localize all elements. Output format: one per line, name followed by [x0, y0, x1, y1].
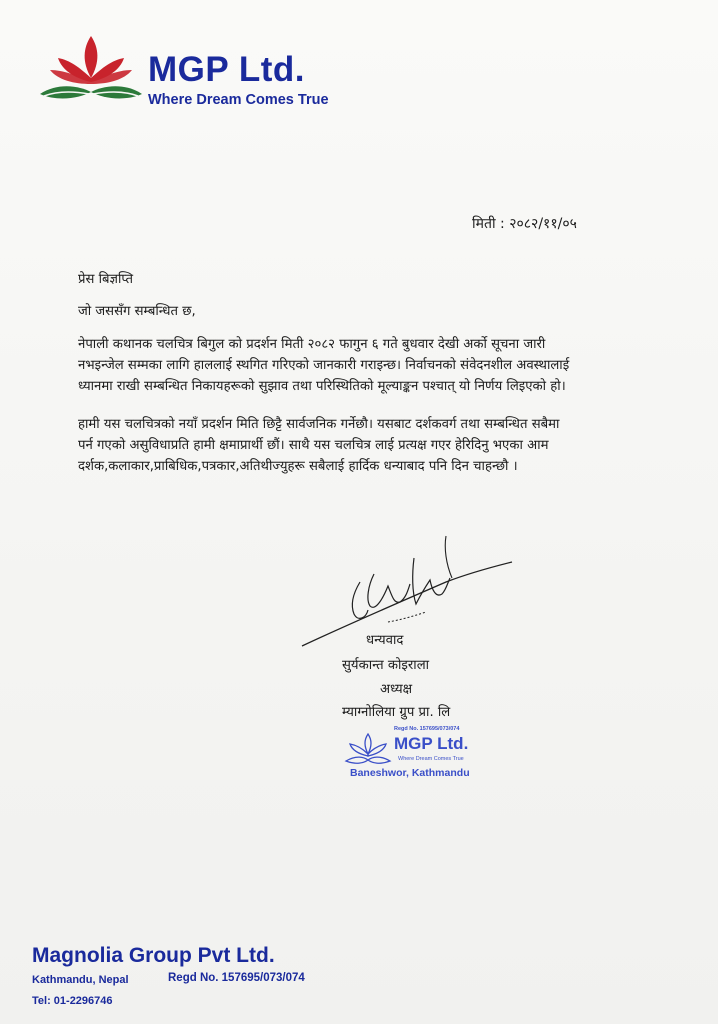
paragraph-line: ध्यानमा राखी सम्बन्धित निकायहरूको सुझाव तथा परिस्थितिको मूल्याङ्कन पश्चात् यो निर्णय लिइएको हो। [78, 379, 566, 394]
paragraph-line: दर्शक,कलाकार,प्राबिधिक,पत्रकार,अतिथीज्युहरू सबैलाई हार्दिक धन्याबाद पनि दिन चाहन्छौ । [78, 459, 518, 474]
stamp-lotus-icon [344, 732, 392, 766]
paragraph-line: नेपाली कथानक चलचित्र बिगुल को प्रदर्शन मिती २०८२ फागुन ६ गते बुधवार देखी अर्को सूचना जारी [78, 337, 546, 352]
footer-company-name: Magnolia Group Pvt Ltd. [32, 944, 275, 967]
stamp-company-name: MGP Ltd. [394, 734, 469, 753]
stamp-tagline: Where Dream Comes True [398, 756, 464, 762]
stamp-address: Baneshwor, Kathmandu [350, 767, 470, 779]
signatory-name: सुर्यकान्त कोइराला [342, 658, 430, 673]
stamp-regd-number: Regd No. 157695/073/074 [394, 726, 460, 732]
paragraph-2 [78, 414, 678, 477]
closing-thanks: धन्यवाद [366, 633, 404, 648]
brand-tagline: Where Dream Comes True [148, 92, 329, 108]
paragraph-line: हामी यस चलचित्रको नयाँ प्रदर्शन मिति छिट्टै सार्वजनिक गर्नेछौ। यसबाट दर्शकवर्ग तथा सम्बन्धित सबैमा [78, 417, 560, 432]
footer-telephone: Tel: 01-2296746 [32, 995, 113, 1007]
company-stamp [336, 726, 486, 790]
footer-address: Kathmandu, Nepal [32, 974, 129, 986]
signature [296, 534, 516, 654]
signatory-designation: अध्यक्ष [380, 682, 413, 697]
paragraph-line: नभइन्जेल सम्मका लागि हाललाई स्थगित गरिएको जानकारी गराइन्छ। निर्वाचनको संवेदनशील अवस्थालाई [78, 358, 570, 373]
paragraph-1 [78, 334, 678, 397]
signatory-organization: म्याग्नोलिया ग्रुप प्रा. लि [342, 705, 451, 720]
press-release-title: प्रेस बिज्ञप्ति [78, 272, 134, 287]
brand-name: MGP Ltd. [148, 50, 305, 89]
salutation: जो जससँग सम्बन्धित छ, [78, 304, 196, 319]
lotus-logo-icon [36, 32, 146, 107]
paragraph-line: पर्न गएको असुविधाप्रति हामी क्षमाप्रार्थी छौं। साथै यस चलचित्र लाई प्रत्यक्ष गएर हेरिदिनु भएका आम [78, 438, 549, 453]
footer-regd-number: Regd No. 157695/073/074 [168, 972, 305, 984]
letter-date: मिती : २०८२/११/०५ [472, 216, 577, 232]
